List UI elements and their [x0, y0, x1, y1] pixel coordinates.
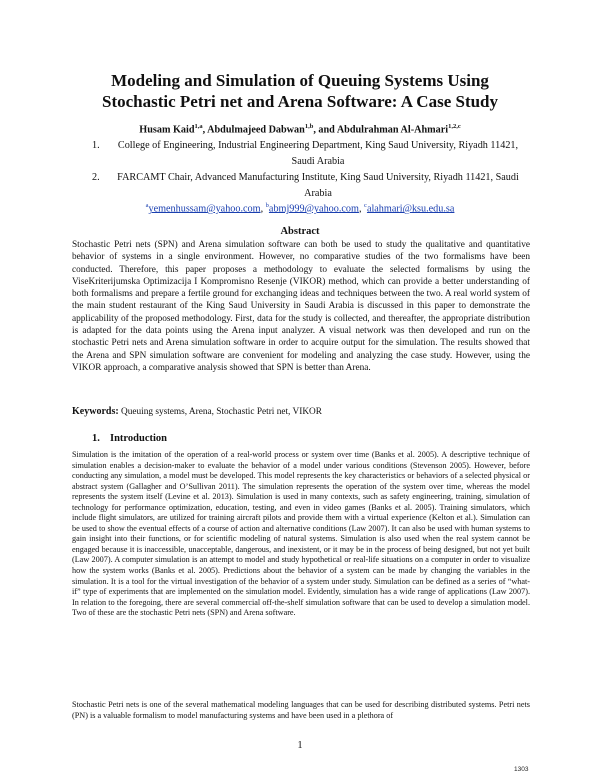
email-mark: a [145, 202, 149, 209]
affiliation-text: FARCAMT Chair, Advanced Manufacturing Institute, King Saud University, Riyadh 11421, Saudi Arabia [117, 172, 519, 199]
introduction-paragraph-2: Stochastic Petri nets is one of the several mathematical modeling languages that can be used for describing distributed systems. Petri nets (PN) is a valuable formalism to model manufacturing systems and have been used in a plethora of [72, 700, 530, 720]
affiliation-number: 1. [92, 140, 100, 151]
keywords-text: Queuing systems, Arena, Stochastic Petri net, VIKOR [121, 407, 322, 417]
abstract-text: Stochastic Petri nets (SPN) and Arena simulation software can both be used to study the qualitative and quantitative behavior of systems in a single environment. However, no comparative studies of the two formalisms have been conducted. Therefore, this paper proposes a methodology to evaluate the selected formalisms by using the ViseKriterijumska Optimizacija I Kompromisno Resenje (VIKOR) method, which can provide a better understanding of both formalisms and prepare a fertile ground for exchanging ideas and techniques between the two. A real world system of the main student restaurant of the King Saud University in Saudi Arabia is discussed in this paper to demonstrate the applicability of the proposed methodology. First, data for the study is collected, and thereafter, the appropriate distribution is adapted for the data points using the Arena input analyzer. A visual network was then developed and run on the stochastic Petri nets and Arena simulation software in order to acquire output for the simulation. The results showed that the Arena and SPN simulation software are convenient for modeling and analyzing the case study. However, using the VIKOR approach, a comparative analysis showed that SPN is better than Arena. [72, 240, 530, 373]
section-title: Introduction [110, 433, 167, 444]
affiliation-2 [92, 170, 520, 202]
affiliation-text: College of Engineering, Industrial Engineering Department, King Saud University, Riyadh 11421, Saudi Arabia [117, 140, 519, 167]
author-affiliation-mark: 1,b [304, 123, 314, 130]
author-name: Abdulmajeed Dabwan [207, 124, 305, 136]
author-separator: , and [313, 124, 337, 136]
paper-title [40, 70, 560, 112]
author-emails: $^a$yemenhussam@yahoo.com, $^b$abmj999@yahoo.com, $^c$alahmari@ksu.edu.sa [145, 202, 455, 215]
author-affiliation-mark: 1,2,c [448, 123, 461, 130]
email-link-a[interactable]: yemenhussam@yahoo.com [148, 203, 261, 215]
title-line-2: Stochastic Petri net and Arena Software: A Case Study [101, 92, 499, 111]
keywords [72, 406, 530, 417]
abstract-heading: Abstract [280, 226, 320, 237]
author-list [40, 123, 560, 135]
affiliation-1 [92, 138, 520, 170]
proceedings-page-number: 1303 [514, 766, 529, 773]
author-affiliation-mark: 1,a [194, 123, 203, 130]
email-link-c[interactable]: alahmari@ksu.edu.sa [366, 203, 455, 215]
section-heading-introduction [92, 433, 167, 444]
page-number: 1 [297, 740, 303, 751]
keywords-label: Keywords: [72, 406, 119, 417]
title-line-1: Modeling and Simulation of Queuing Systems Using [111, 71, 489, 90]
email-mark: b [265, 202, 269, 209]
affiliation-number: 2. [92, 172, 100, 183]
email-mark: c [364, 202, 367, 209]
section-number: 1. [92, 433, 100, 444]
author-separator: , [202, 124, 208, 136]
introduction-paragraph-1: Simulation is the imitation of the operation of a real-world process or system over time (Banks et al. 2005). A descriptive technique of simulation enables a decision-maker to evaluate the behavior of a model under various conditions (Stevenson 2005). However, before conducting any simulation, a model must be developed. This model represents the key characteristics or behaviors of a selected physical or abstract system (Gallagher and O’Sullivan 2011). The simulation represents the operation of the system over time, whereas the model represents the system itself (Levine et al. 2013). Simulation is used in many contexts, such as safety engineering, training, simulation of technology for performance optimization, education, testing, and even in video games (Banks et al. 2005). Training simulators, which include flight simulators, are utilized for training aircraft pilots and provide them with a virtual experience (Kelton et al.). Simulation can be used to show the eventual effects of a course of action and alternative conditions (Law 2007). It can also be used with human systems to gain insight into their functions, or for scientific modeling of natural systems. Simulation is also used when the real system cannot be engaged because it is inaccessible, unacceptable, dangerous, and inexistent, or it may be in the process of being designed, but not yet built (Law 2007). A computer simulation is an attempt to model and study hypothetical or real-life situations on a computer in order to visualize how the system works (Banks et al. 2005). Predictions about the behavior of a system can be made by changing the variables in the simulation. It is a tool for the virtual investigation of the behavior of a system under study. Simulation can be defined as a series of “what-if” type of experiments that are implemented on the simulation model. Evidently, simulation has a wide range of applications (Law 2007). In relation to the foregoing, there are several commercial off-the-shelf simulation software that can be used to develop a simulation model. Two of these are the stochastic Petri nets (SPN) and Arena software. [72, 450, 530, 618]
author-name: Husam Kaid [139, 124, 195, 136]
author-name: Abdulrahman Al-Ahmari [336, 124, 449, 136]
email-link-b[interactable]: abmj999@yahoo.com [268, 203, 359, 215]
